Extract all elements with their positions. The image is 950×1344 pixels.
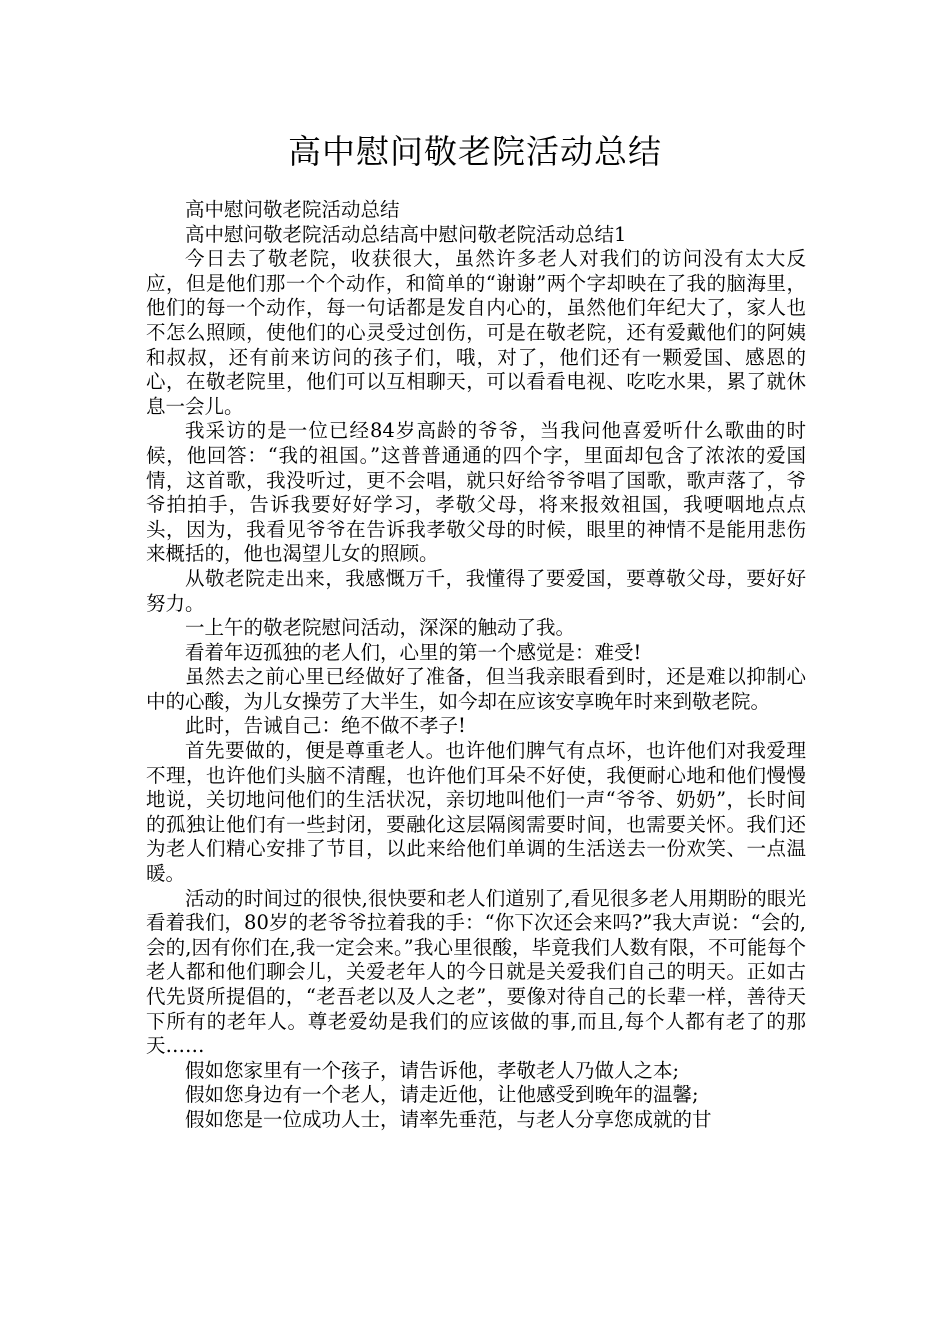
paragraph: 我采访的是一位已经84岁高龄的爷爷，当我问他喜爱听什么歌曲的时候，他回答：“我的祖国。”这普普通通的四个字，里面却包含了浓浓的爱国情，这首歌，我没听过，更不会唱，就只好给爷爷唱了国歌，歌声落了，爷爷拍拍手，告诉我要好好学习，孝敬父母，将来报效祖国，我哽咽地点点头，因为，我看见爷爷在告诉我孝敬父母的时候，眼里的神情不是能用悲伤来概括的，他也渴望儿女的照顾。 — [146, 419, 806, 566]
paragraph: 首先要做的，便是尊重老人。也许他们脾气有点坏，也许他们对我爱理不理，也许他们头脑不清醒，也许他们耳朵不好使，我便耐心地和他们慢慢地说，关切地问他们的生活状况，亲切地叫他们一声“爷爷、奶奶”，长时间的孤独让他们有一些封闭，要融化这层隔阂需要时间，也需要关怀。我们还为老人们精心安排了节目，以此来给他们单调的生活送去一份欢笑、一点温暖。 — [146, 739, 806, 886]
paragraph: 活动的时间过的很快,很快要和老人们道别了,看见很多老人用期盼的眼光看着我们，80岁的老爷爷拉着我的手：“你下次还会来吗?”我大声说：“会的,会的,因有你们在,我一定会来。”我心里很酸，毕竟我们人数有限，不可能每个老人都和他们聊会儿，关爱老年人的今日就是关爱我们自己的明天。正如古代先贤所提倡的，“老吾老以及人之老”，要像对待自己的长辈一样，善待天下所有的老年人。尊老爱幼是我们的应该做的事,而且,每个人都有老了的那天…… — [146, 886, 806, 1058]
paragraph: 此时，告诫自己：绝不做不孝子! — [185, 714, 466, 738]
paragraph: 高中慰问敬老院活动总结 — [185, 198, 400, 221]
paragraph: 假如您家里有一个孩子，请告诉他，孝敬老人乃做人之本; — [185, 1058, 680, 1082]
document-title: 高中慰问敬老院活动总结 — [288, 132, 662, 171]
paragraph: 虽然去之前心里已经做好了准备，但当我亲眼看到时，还是难以抑制心中的心酸，为儿女操劳了大半生，如今却在应该安享晚年时来到敬老院。 — [146, 665, 806, 713]
paragraph: 从敬老院走出来，我感慨万千，我懂得了要爱国，要尊敬父母，要好好努力。 — [146, 566, 806, 615]
document-body — [146, 198, 806, 1133]
paragraph: 看着年迈孤独的老人们，心里的第一个感觉是：难受! — [185, 640, 642, 664]
paragraph: 假如您是一位成功人士，请率先垂范，与老人分享您成就的甘 — [185, 1107, 712, 1131]
paragraph: 今日去了敬老院，收获很大，虽然许多老人对我们的访问没有太大反应，但是他们那一个个动作，和简单的“谢谢”两个字却映在了我的脑海里，他们的每一个动作，每一句话都是发自内心的，虽然他们年纪大了，家人也不怎么照顾，使他们的心灵受过创伤，可是在敬老院，还有爱戴他们的阿姨和叔叔，还有前来访问的孩子们，哦，对了，他们还有一颗爱国、感恩的心，在敬老院里，他们可以互相聊天，可以看看电视、吃吃水果，累了就休息一会儿。 — [146, 247, 806, 418]
paragraph: 一上午的敬老院慰问活动，深深的触动了我。 — [185, 616, 576, 640]
paragraph: 高中慰问敬老院活动总结高中慰问敬老院活动总结1 — [185, 222, 627, 246]
paragraph: 假如您身边有一个老人，请走近他，让他感受到晚年的温馨; — [185, 1083, 699, 1107]
